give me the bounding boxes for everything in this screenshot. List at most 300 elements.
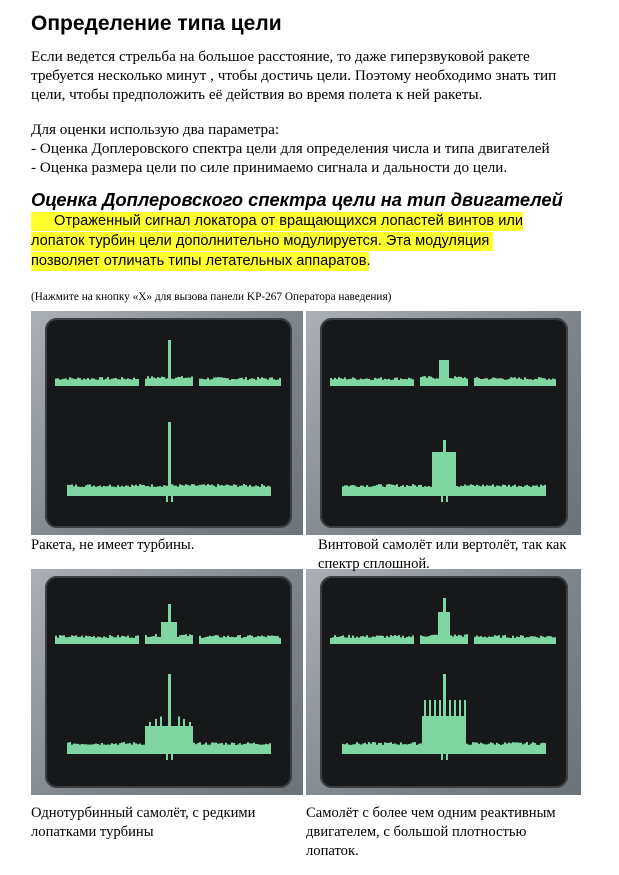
- noise-floor: [366, 635, 368, 644]
- noise-floor: [474, 378, 476, 386]
- noise-floor: [199, 742, 201, 754]
- blade-line: [449, 700, 451, 716]
- params-line: - Оценка Доплеровского спектра цели для определения числа и типа двигателей: [31, 140, 550, 157]
- noise-floor: [121, 486, 123, 496]
- noise-floor: [125, 637, 127, 644]
- noise-floor: [512, 486, 514, 496]
- noise-floor: [394, 635, 396, 644]
- noise-floor: [201, 745, 203, 754]
- noise-floor: [251, 636, 253, 644]
- blade-line: [183, 719, 185, 733]
- noise-floor: [330, 378, 332, 386]
- noise-floor: [332, 379, 334, 386]
- noise-floor: [237, 379, 239, 386]
- noise-floor: [460, 486, 462, 496]
- noise-floor: [476, 743, 478, 754]
- noise-floor: [249, 635, 251, 644]
- noise-floor: [187, 378, 189, 386]
- noise-floor: [83, 379, 85, 386]
- noise-floor: [125, 744, 127, 754]
- noise-floor: [207, 484, 209, 496]
- noise-floor: [67, 380, 69, 386]
- noise-floor: [67, 743, 69, 754]
- noise-floor: [402, 636, 404, 644]
- noise-floor: [111, 743, 113, 754]
- spectrum-panel-multi-turbine: [306, 569, 581, 795]
- noise-floor: [69, 637, 71, 644]
- noise-floor: [358, 638, 360, 644]
- noise-floor: [458, 487, 460, 496]
- caption-line: Винтовой самолёт или вертолёт, так как: [318, 537, 567, 553]
- section-subtitle: Оценка Доплеровского спектра цели на тип двигателей: [31, 189, 563, 210]
- noise-floor: [93, 486, 95, 496]
- noise-floor: [450, 378, 452, 386]
- noise-floor: [356, 380, 358, 386]
- noise-floor: [358, 487, 360, 496]
- noise-floor: [73, 379, 75, 386]
- noise-floor: [388, 379, 390, 386]
- noise-floor: [350, 638, 352, 644]
- noise-floor: [95, 744, 97, 754]
- noise-floor: [348, 745, 350, 754]
- noise-floor: [201, 379, 203, 386]
- noise-floor: [488, 486, 490, 496]
- noise-floor: [470, 484, 472, 496]
- noise-floor: [223, 486, 225, 496]
- noise-floor: [141, 485, 143, 496]
- noise-floor: [424, 376, 426, 386]
- noise-floor: [269, 743, 271, 754]
- noise-floor: [340, 378, 342, 386]
- noise-floor: [380, 484, 382, 496]
- noise-floor: [426, 637, 428, 644]
- noise-floor: [95, 379, 97, 386]
- caption-line: Ракета, не имеет турбины.: [31, 537, 195, 553]
- central-peak: [168, 674, 171, 754]
- noise-floor: [514, 377, 516, 386]
- noise-floor: [269, 486, 271, 496]
- noise-floor: [412, 635, 414, 644]
- noise-floor: [163, 377, 165, 386]
- noise-floor: [410, 743, 412, 754]
- noise-floor: [458, 635, 460, 644]
- noise-floor: [215, 635, 217, 644]
- noise-floor: [532, 486, 534, 496]
- noise-floor: [354, 378, 356, 386]
- noise-floor: [91, 487, 93, 496]
- doppler-spectrum: [45, 576, 292, 788]
- noise-floor: [456, 486, 458, 496]
- noise-floor: [77, 637, 79, 644]
- noise-floor: [508, 485, 510, 496]
- noise-floor: [259, 745, 261, 754]
- noise-floor: [552, 637, 554, 644]
- noise-floor: [432, 378, 434, 386]
- noise-floor: [221, 637, 223, 644]
- noise-floor: [57, 638, 59, 644]
- noise-floor: [514, 638, 516, 644]
- noise-floor: [77, 744, 79, 754]
- noise-floor: [488, 637, 490, 644]
- noise-floor: [370, 380, 372, 386]
- noise-floor: [520, 743, 522, 754]
- noise-floor: [424, 637, 426, 644]
- noise-floor: [205, 485, 207, 496]
- noise-floor: [420, 377, 422, 386]
- noise-floor: [155, 487, 157, 496]
- center-marker: [166, 496, 168, 502]
- spectrum-panel-prop: [306, 311, 581, 535]
- noise-floor: [67, 485, 69, 496]
- noise-floor: [380, 743, 382, 754]
- noise-floor: [530, 487, 532, 496]
- noise-floor: [111, 636, 113, 644]
- noise-floor: [97, 744, 99, 754]
- noise-floor: [526, 742, 528, 754]
- noise-floor: [368, 742, 370, 754]
- noise-floor: [149, 637, 151, 644]
- noise-floor: [384, 379, 386, 386]
- noise-floor: [396, 377, 398, 386]
- noise-floor: [243, 484, 245, 496]
- noise-floor: [225, 637, 227, 644]
- noise-floor: [255, 380, 257, 386]
- noise-floor: [163, 485, 165, 496]
- noise-floor: [89, 380, 91, 386]
- noise-floor: [107, 638, 109, 644]
- noise-floor: [145, 635, 147, 644]
- noise-floor: [542, 637, 544, 644]
- noise-floor: [85, 485, 87, 496]
- noise-floor: [480, 379, 482, 386]
- noise-floor: [135, 379, 137, 386]
- noise-floor: [478, 378, 480, 386]
- noise-floor: [466, 486, 468, 496]
- noise-floor: [251, 378, 253, 386]
- noise-floor: [109, 635, 111, 644]
- noise-floor: [189, 634, 191, 644]
- noise-floor: [191, 376, 193, 386]
- noise-floor: [213, 636, 215, 644]
- noise-floor: [195, 744, 197, 754]
- noise-floor: [243, 637, 245, 644]
- noise-floor: [508, 379, 510, 386]
- noise-floor: [516, 487, 518, 496]
- noise-floor: [235, 485, 237, 496]
- noise-floor: [109, 745, 111, 754]
- noise-floor: [99, 745, 101, 754]
- noise-floor: [95, 487, 97, 496]
- noise-floor: [508, 743, 510, 754]
- noise-floor: [91, 378, 93, 386]
- noise-floor: [348, 379, 350, 386]
- noise-floor: [111, 379, 113, 386]
- noise-floor: [488, 380, 490, 386]
- noise-floor: [370, 744, 372, 754]
- noise-floor: [267, 380, 269, 386]
- noise-floor: [342, 486, 344, 496]
- noise-floor: [364, 379, 366, 386]
- noise-floor: [129, 487, 131, 496]
- caption-multi-turbine: [306, 804, 556, 861]
- noise-floor: [105, 486, 107, 496]
- noise-floor: [492, 637, 494, 644]
- noise-floor: [340, 636, 342, 644]
- noise-floor: [205, 743, 207, 754]
- noise-floor: [203, 484, 205, 496]
- noise-floor: [494, 378, 496, 386]
- noise-floor: [153, 636, 155, 644]
- noise-floor: [394, 378, 396, 386]
- noise-floor: [396, 636, 398, 644]
- noise-floor: [213, 486, 215, 496]
- noise-floor: [87, 378, 89, 386]
- radar-screen: [45, 318, 292, 528]
- noise-floor: [259, 379, 261, 386]
- noise-floor: [408, 378, 410, 386]
- noise-floor: [211, 636, 213, 644]
- noise-floor: [95, 638, 97, 644]
- noise-floor: [245, 485, 247, 496]
- central-peak: [168, 422, 171, 496]
- noise-floor: [273, 636, 275, 644]
- noise-floor: [269, 636, 271, 644]
- noise-floor: [462, 637, 464, 644]
- noise-floor: [398, 635, 400, 644]
- noise-floor: [352, 485, 354, 496]
- noise-floor: [452, 636, 454, 644]
- noise-floor: [506, 380, 508, 386]
- noise-floor: [233, 637, 235, 644]
- noise-floor: [370, 637, 372, 644]
- blade-line: [454, 700, 456, 716]
- noise-floor: [400, 378, 402, 386]
- caption-line: Однотурбинный самолёт, с редкими: [31, 805, 256, 821]
- noise-floor: [342, 635, 344, 644]
- noise-floor: [161, 377, 163, 386]
- noise-floor: [450, 635, 452, 644]
- noise-floor: [346, 743, 348, 754]
- noise-floor: [231, 486, 233, 496]
- noise-floor: [352, 377, 354, 386]
- noise-floor: [330, 638, 332, 644]
- noise-floor: [227, 485, 229, 496]
- noise-floor: [370, 487, 372, 496]
- caption-line: двигателем, с большой плотностью: [306, 824, 527, 840]
- noise-floor: [219, 637, 221, 644]
- noise-floor: [263, 378, 265, 386]
- noise-floor: [510, 743, 512, 754]
- noise-floor: [536, 637, 538, 644]
- noise-floor: [253, 379, 255, 386]
- noise-floor: [219, 485, 221, 496]
- noise-floor: [159, 378, 161, 386]
- noise-floor: [494, 745, 496, 754]
- noise-floor: [265, 379, 267, 386]
- noise-floor: [544, 485, 546, 496]
- noise-floor: [193, 484, 195, 496]
- noise-floor: [472, 742, 474, 754]
- noise-floor: [402, 485, 404, 496]
- noise-floor: [145, 486, 147, 496]
- noise-floor: [406, 637, 408, 644]
- noise-floor: [484, 744, 486, 754]
- noise-floor: [79, 487, 81, 496]
- noise-floor: [526, 637, 528, 644]
- noise-floor: [544, 378, 546, 386]
- noise-floor: [378, 743, 380, 754]
- noise-floor: [109, 379, 111, 386]
- noise-floor: [486, 485, 488, 496]
- noise-floor: [460, 635, 462, 644]
- noise-floor: [518, 637, 520, 644]
- caption-line: Самолёт с более чем одним реактивным: [306, 805, 556, 821]
- noise-floor: [235, 637, 237, 644]
- noise-floor: [482, 485, 484, 496]
- noise-floor: [75, 635, 77, 644]
- noise-floor: [454, 376, 456, 386]
- noise-floor: [261, 484, 263, 496]
- noise-floor: [406, 379, 408, 386]
- noise-floor: [229, 745, 231, 754]
- noise-floor: [75, 485, 77, 496]
- noise-floor: [177, 487, 179, 496]
- noise-floor: [65, 637, 67, 644]
- noise-floor: [115, 743, 117, 754]
- noise-floor: [550, 636, 552, 644]
- noise-floor: [518, 377, 520, 386]
- intro-line: Если ведется стрельба на большое расстояние, то даже гиперзвуковой ракете: [31, 48, 530, 65]
- noise-floor: [113, 487, 115, 496]
- blade-line: [439, 700, 441, 716]
- noise-floor: [534, 486, 536, 496]
- noise-floor: [235, 379, 237, 386]
- noise-floor: [338, 637, 340, 644]
- noise-floor: [382, 745, 384, 754]
- noise-floor: [123, 379, 125, 386]
- noise-floor: [342, 744, 344, 754]
- noise-floor: [544, 743, 546, 754]
- noise-floor: [520, 635, 522, 644]
- noise-floor: [107, 486, 109, 496]
- noise-floor: [259, 487, 261, 496]
- noise-floor: [203, 638, 205, 644]
- noise-floor: [127, 486, 129, 496]
- noise-floor: [93, 636, 95, 644]
- noise-floor: [85, 379, 87, 386]
- noise-floor: [548, 379, 550, 386]
- noise-floor: [255, 485, 257, 496]
- noise-floor: [253, 743, 255, 754]
- noise-floor: [486, 378, 488, 386]
- noise-floor: [93, 744, 95, 754]
- noise-floor: [504, 380, 506, 386]
- noise-floor: [93, 379, 95, 386]
- noise-floor: [137, 744, 139, 754]
- noise-floor: [267, 486, 269, 496]
- noise-floor: [203, 379, 205, 386]
- noise-floor: [203, 744, 205, 754]
- noise-floor: [81, 380, 83, 386]
- noise-floor: [145, 379, 147, 386]
- noise-floor: [239, 378, 241, 386]
- noise-floor: [420, 743, 422, 754]
- noise-floor: [364, 487, 366, 496]
- noise-floor: [482, 637, 484, 644]
- noise-floor: [227, 745, 229, 754]
- noise-floor: [464, 635, 466, 644]
- noise-floor: [199, 379, 201, 386]
- noise-floor: [273, 379, 275, 386]
- noise-floor: [251, 743, 253, 754]
- noise-floor: [526, 485, 528, 496]
- blade-line: [464, 700, 466, 716]
- noise-floor: [101, 638, 103, 644]
- noise-floor: [472, 485, 474, 496]
- noise-floor: [113, 637, 115, 644]
- noise-floor: [418, 744, 420, 754]
- noise-floor: [109, 485, 111, 496]
- noise-floor: [83, 487, 85, 496]
- noise-floor: [219, 377, 221, 386]
- noise-floor: [241, 378, 243, 386]
- noise-floor: [103, 380, 105, 386]
- caption-prop: [318, 536, 566, 574]
- noise-floor: [269, 378, 271, 386]
- noise-floor: [386, 743, 388, 754]
- noise-floor: [157, 637, 159, 644]
- noise-floor: [229, 380, 231, 386]
- noise-floor: [105, 637, 107, 644]
- noise-floor: [103, 486, 105, 496]
- spectrum-panel-single-turbine: [31, 569, 303, 795]
- noise-floor: [424, 486, 426, 496]
- noise-floor: [372, 636, 374, 644]
- noise-floor: [414, 742, 416, 754]
- noise-floor: [237, 487, 239, 496]
- noise-floor: [482, 379, 484, 386]
- noise-floor: [396, 484, 398, 496]
- noise-floor: [378, 636, 380, 644]
- noise-floor: [484, 378, 486, 386]
- noise-floor: [177, 377, 179, 386]
- noise-floor: [199, 636, 201, 644]
- noise-floor: [225, 378, 227, 386]
- noise-floor: [518, 743, 520, 754]
- noise-floor: [496, 743, 498, 754]
- noise-floor: [227, 378, 229, 386]
- noise-floor: [506, 637, 508, 644]
- noise-floor: [356, 637, 358, 644]
- radar-screen: [45, 576, 292, 788]
- noise-floor: [197, 743, 199, 754]
- noise-floor: [514, 742, 516, 754]
- noise-floor: [139, 744, 141, 754]
- noise-floor: [396, 744, 398, 754]
- noise-floor: [257, 636, 259, 644]
- noise-floor: [348, 486, 350, 496]
- noise-floor: [217, 377, 219, 386]
- noise-floor: [516, 379, 518, 386]
- noise-floor: [434, 379, 436, 386]
- noise-floor: [117, 379, 119, 386]
- noise-floor: [524, 486, 526, 496]
- noise-floor: [502, 485, 504, 496]
- noise-floor: [392, 485, 394, 496]
- noise-floor: [277, 636, 279, 644]
- noise-floor: [476, 485, 478, 496]
- noise-floor: [249, 485, 251, 496]
